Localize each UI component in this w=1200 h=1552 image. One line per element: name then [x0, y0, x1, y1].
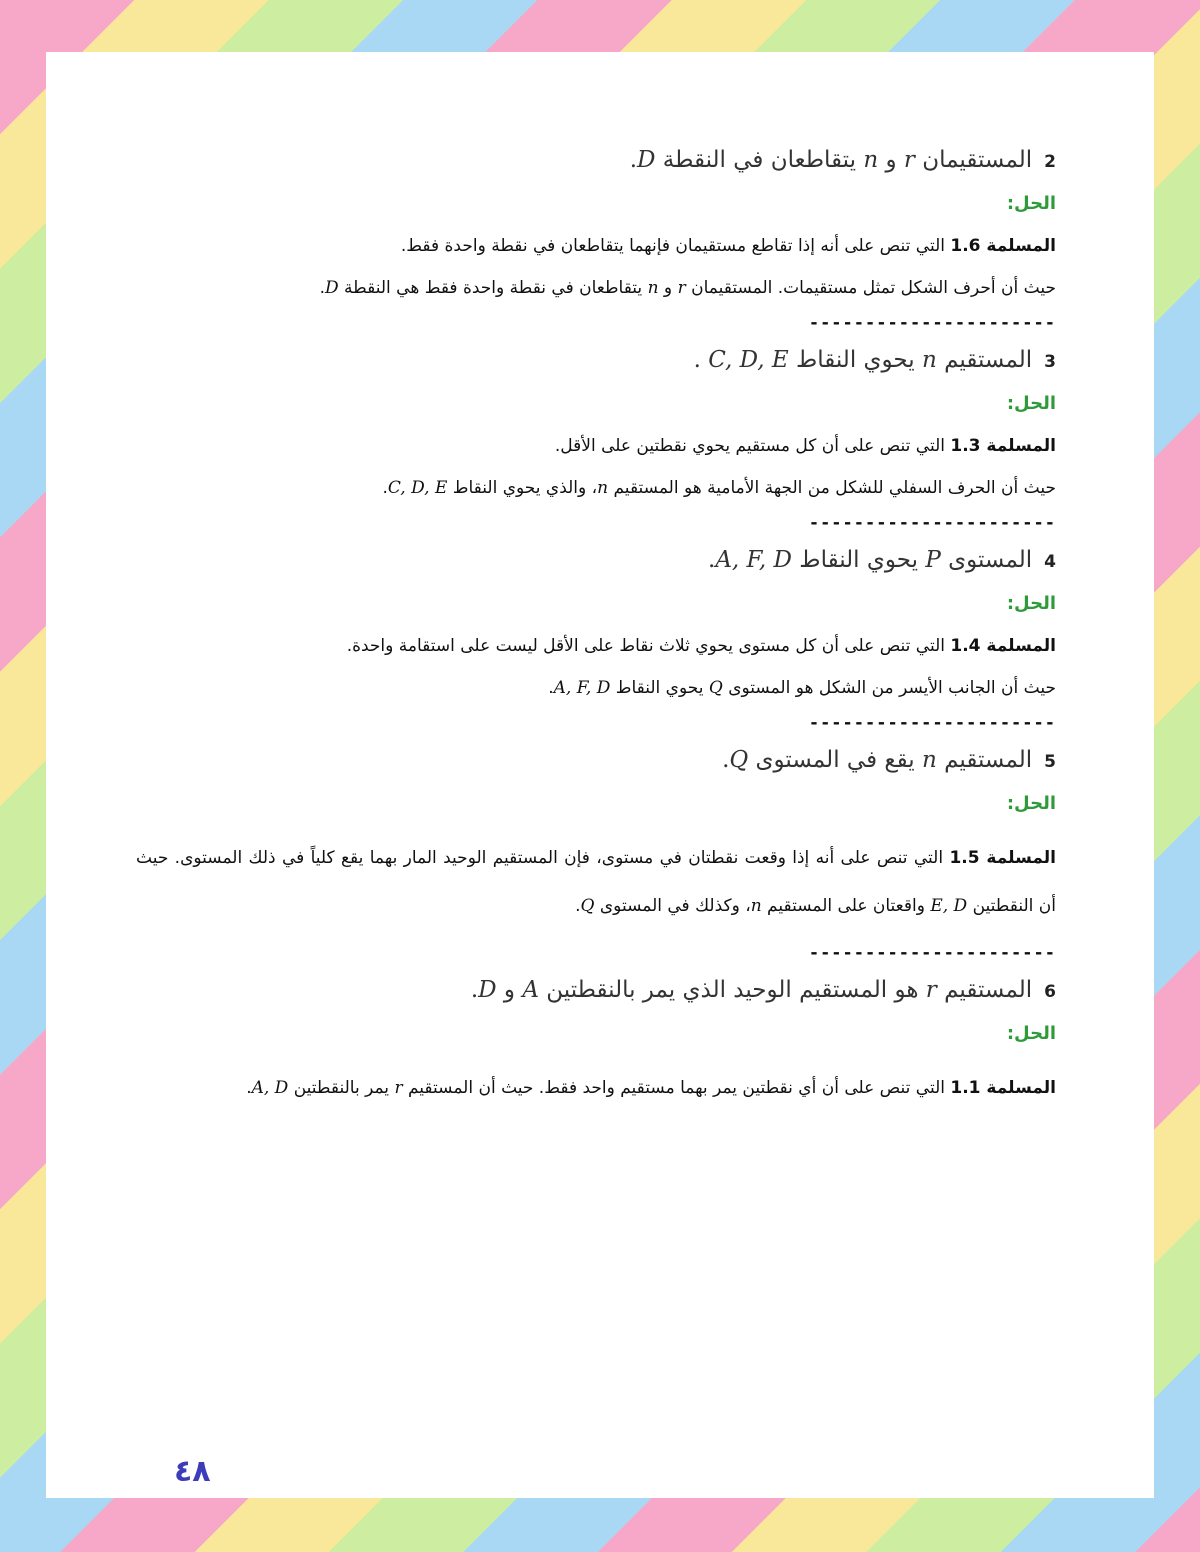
question-6 — [136, 972, 1056, 1008]
math-symbol: P — [925, 547, 941, 573]
question-5 — [136, 742, 1056, 778]
text-run: التي تنص على أنه إذا وقعت نقطتان في مستوى، فإن المستقيم الوحيد المار بهما يقع كلياً في ذلك المستوى. حيث أن النقطتين — [136, 848, 1056, 916]
math-symbol: Q — [708, 678, 723, 698]
question-2 — [136, 142, 1056, 178]
text-run: حيث أن أحرف الشكل تمثل مستقيمات. المستقيمان — [685, 278, 1056, 298]
page — [46, 52, 1154, 1498]
math-symbol: Q — [580, 896, 595, 916]
solution-paragraph — [136, 634, 1056, 658]
text-run: المستقيم — [936, 977, 1033, 1003]
text-run: التي تنص على أنه إذا تقاطع مستقيمان فإنهما يتقاطعان في نقطة واحدة فقط. — [400, 236, 951, 256]
math-symbol: Q — [729, 747, 749, 773]
math-symbol: r — [677, 278, 686, 298]
text-run: . — [470, 977, 479, 1003]
math-symbol: D — [325, 278, 339, 298]
text-run: . — [722, 747, 730, 773]
question-number: 2 — [1044, 152, 1056, 172]
solution-label: الحل: — [1006, 193, 1056, 214]
text-run: يحوي النقاط — [788, 347, 922, 373]
text-run: هو المستقيم الوحيد الذي يمر بالنقطتين — [538, 977, 926, 1003]
postulate-label: المسلمة 1.6 — [950, 236, 1056, 256]
text-run: و — [658, 278, 678, 298]
solution-paragraph — [136, 234, 1056, 258]
content — [136, 142, 1056, 1112]
text-run: التي تنص على أن كل مستقيم يحوي نقطتين على الأقل. — [554, 436, 951, 456]
solution-label: الحل: — [1006, 793, 1056, 814]
text-run: يتقاطعان في نقطة واحدة فقط هي النقطة — [338, 278, 648, 298]
separator-line: ---------------------- — [808, 513, 1056, 533]
text-run: . — [575, 896, 581, 916]
math-symbol: r — [925, 977, 937, 1003]
math-symbol: C, D, E — [387, 478, 448, 498]
postulate-label: المسلمة 1.3 — [950, 436, 1056, 456]
math-symbol: n — [921, 347, 937, 373]
text-run: و — [878, 147, 904, 173]
text-run: ، وكذلك في المستوى — [594, 896, 751, 916]
text-run: المستوى — [940, 547, 1033, 573]
math-symbol: A, F, D — [715, 547, 792, 573]
postulate-label: المسلمة 1.4 — [950, 636, 1056, 656]
text-run: يقع في المستوى — [748, 747, 922, 773]
solution-paragraph — [136, 476, 1056, 500]
text-run: . — [548, 678, 554, 698]
separator-line: ---------------------- — [808, 713, 1056, 733]
math-symbol: A, D — [251, 1078, 289, 1098]
solution-label: الحل: — [1006, 393, 1056, 414]
text-run: واقعتان على المستقيم — [761, 896, 931, 916]
postulate-label: المسلمة 1.5 — [949, 848, 1056, 868]
text-run: المستقيمان — [914, 147, 1033, 173]
text-run: المستقيم — [936, 747, 1033, 773]
text-run: . — [319, 278, 326, 298]
math-symbol: A, F, D — [553, 678, 611, 698]
solution-paragraph — [136, 434, 1056, 458]
text-run: . — [629, 147, 638, 173]
text-run: ، والذي يحوي النقاط — [447, 478, 598, 498]
math-symbol: n — [597, 478, 609, 498]
page-number: ٤٨ — [174, 1454, 211, 1489]
solution-paragraph — [136, 276, 1056, 300]
question-number: 4 — [1044, 552, 1056, 572]
separator-line: ---------------------- — [808, 943, 1056, 963]
text-run: يمر بالنقطتين — [288, 1078, 395, 1098]
math-symbol: A — [522, 977, 539, 1003]
question-3 — [136, 342, 1056, 378]
text-run: و — [496, 977, 523, 1003]
text-run: يحوي النقاط — [791, 547, 926, 573]
math-symbol: r — [394, 1078, 403, 1098]
math-symbol: D — [637, 147, 656, 173]
math-symbol: E, D — [930, 896, 968, 916]
solution-paragraph — [136, 676, 1056, 700]
math-symbol: n — [921, 747, 937, 773]
text-run: . — [708, 547, 716, 573]
text-run: المستقيم — [936, 347, 1033, 373]
solution-paragraph — [136, 1064, 1056, 1112]
text-run: يحوي النقاط — [610, 678, 709, 698]
question-4 — [136, 542, 1056, 578]
separator-line: ---------------------- — [808, 313, 1056, 333]
question-number: 6 — [1044, 982, 1056, 1002]
text-run: يتقاطعان في النقطة — [655, 147, 864, 173]
text-run: . — [382, 478, 388, 498]
solution-label: الحل: — [1006, 593, 1056, 614]
math-symbol: n — [863, 147, 879, 173]
postulate-label: المسلمة 1.1 — [950, 1078, 1056, 1098]
solution-paragraph — [136, 834, 1056, 930]
text-run: حيث أن الحرف السفلي للشكل من الجهة الأمامية هو المستقيم — [608, 478, 1056, 498]
math-symbol: r — [903, 147, 915, 173]
text-run: التي تنص على أن أي نقطتين يمر بهما مستقيم واحد فقط. حيث أن المستقيم — [402, 1078, 951, 1098]
math-symbol: D — [478, 977, 497, 1003]
math-symbol: C, D, E — [708, 347, 789, 373]
text-run: . — [246, 1078, 252, 1098]
text-run: حيث أن الجانب الأيسر من الشكل هو المستوى — [722, 678, 1056, 698]
text-run: . — [693, 347, 709, 373]
text-run: التي تنص على أن كل مستوى يحوي ثلاث نقاط على الأقل ليست على استقامة واحدة. — [346, 636, 951, 656]
math-symbol: n — [647, 278, 659, 298]
math-symbol: n — [750, 896, 762, 916]
question-number: 5 — [1044, 752, 1056, 772]
question-number: 3 — [1044, 352, 1056, 372]
solution-label: الحل: — [1006, 1023, 1056, 1044]
